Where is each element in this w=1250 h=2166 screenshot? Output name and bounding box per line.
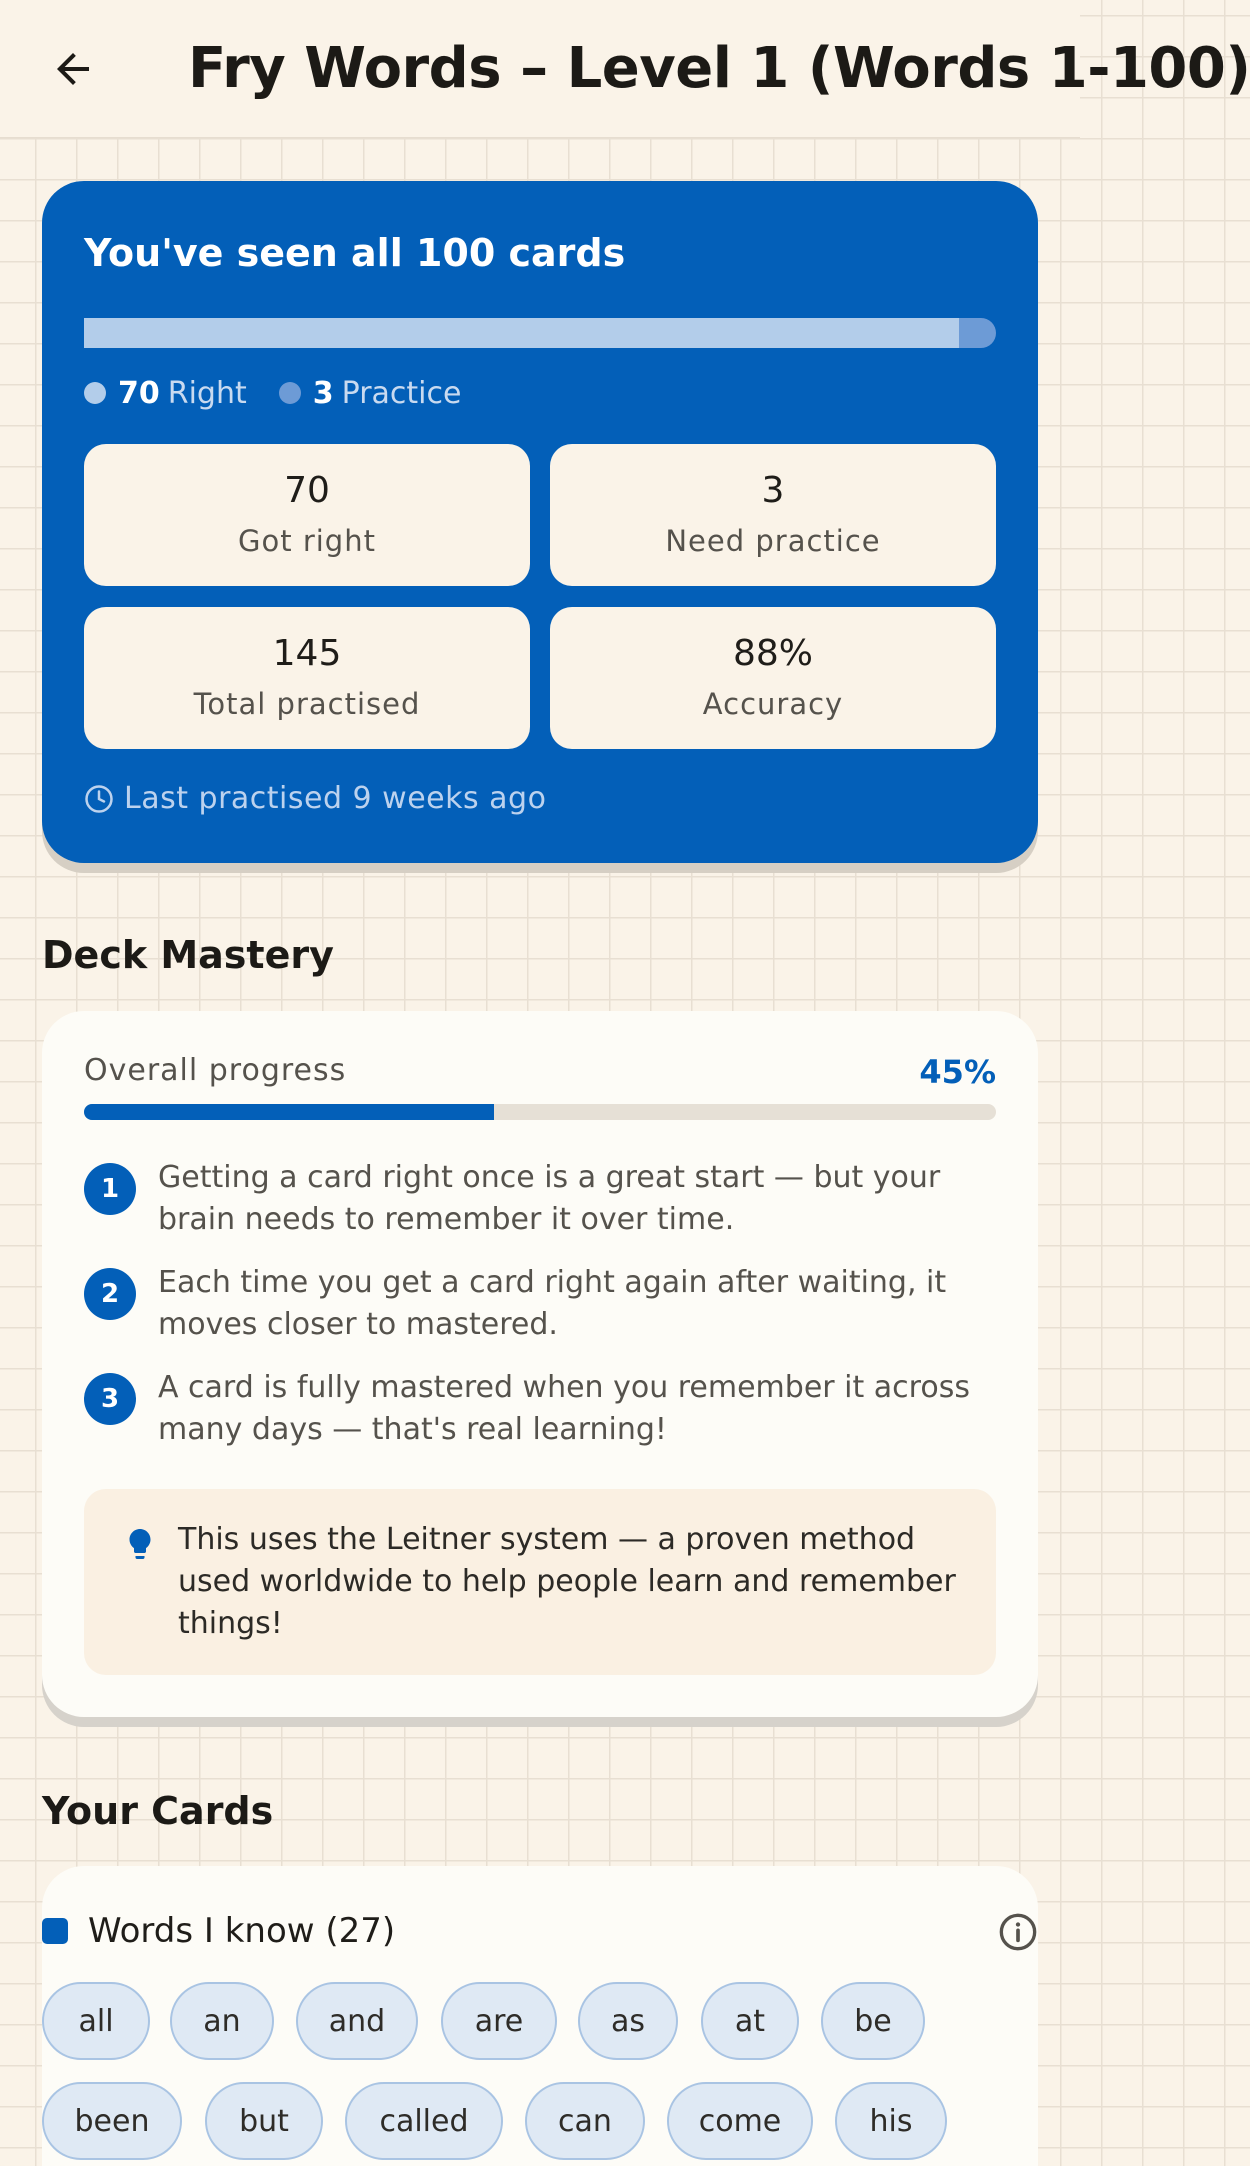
mastery-step <box>84 1157 996 1241</box>
stat-label: Got right <box>238 524 376 558</box>
word-chip[interactable]: but <box>205 2082 323 2160</box>
overall-progress-percent: 45% <box>919 1053 996 1091</box>
step-number-badge: 1 <box>84 1163 136 1215</box>
step-text: Each time you get a card right again after waiting, it moves closer to mastered. <box>158 1265 947 1342</box>
stat-tile-accuracy <box>550 607 996 749</box>
word-chip[interactable]: be <box>821 1982 925 2060</box>
stat-value: 70 <box>284 470 330 511</box>
word-chip[interactable]: all <box>42 1982 150 2060</box>
word-chip[interactable]: an <box>170 1982 274 2060</box>
mastery-step <box>84 1262 996 1346</box>
legend-right-count: 70 <box>118 375 160 411</box>
word-chip[interactable]: are <box>441 1982 557 2060</box>
stat-tile-need-practice <box>550 444 996 586</box>
step-text: Getting a card right once is a great start — but your brain needs to remember it over time. <box>158 1160 941 1237</box>
stat-value: 3 <box>761 470 785 511</box>
overall-progress-fill <box>84 1104 494 1120</box>
info-button[interactable] <box>998 1912 1038 1956</box>
word-chip[interactable]: at <box>701 1982 799 2060</box>
leitner-tip-box <box>84 1489 996 1675</box>
word-chip[interactable]: called <box>345 2082 503 2160</box>
last-practised <box>84 781 546 816</box>
word-chip[interactable]: his <box>835 2082 947 2160</box>
lightbulb-icon <box>122 1525 158 1563</box>
summary-title: You've seen all 100 cards <box>84 231 626 275</box>
word-chip[interactable]: as <box>578 1982 678 2060</box>
last-practised-text: Last practised 9 weeks ago <box>124 781 547 816</box>
legend-practice-count: 3 <box>312 375 334 411</box>
app-bar <box>0 0 1250 138</box>
cards-seen-progress-bar <box>84 318 996 348</box>
step-number-badge: 2 <box>84 1268 136 1320</box>
tip-text: This uses the Leitner system — a proven method used worldwide to help people learn and remember things! <box>178 1522 956 1641</box>
stat-tile-got-right <box>84 444 530 586</box>
stat-tile-total-practised <box>84 607 530 749</box>
page-title: Fry Words – Level 1 (Words 1-100) <box>188 36 1250 101</box>
your-cards-heading: Your Cards <box>42 1789 274 1833</box>
deck-mastery-heading: Deck Mastery <box>42 933 334 977</box>
word-chip[interactable]: can <box>525 2082 645 2160</box>
stat-label: Need practice <box>665 524 881 558</box>
legend-dot-practice <box>279 382 301 404</box>
info-icon <box>998 1912 1038 1952</box>
word-chip[interactable]: come <box>667 2082 813 2160</box>
stat-label: Accuracy <box>702 687 844 721</box>
mastery-step <box>84 1367 996 1451</box>
clock-icon <box>84 784 114 814</box>
overall-progress-label: Overall progress <box>84 1053 347 1088</box>
words-i-know-header <box>42 1906 1038 1956</box>
legend-practice-label: Practice <box>341 375 462 411</box>
legend-right-label: Right <box>167 375 247 411</box>
group-color-square <box>42 1918 68 1944</box>
progress-legend <box>84 373 493 413</box>
stat-value: 145 <box>272 633 342 674</box>
deck-mastery-card <box>42 1011 1038 1717</box>
legend-dot-right <box>84 382 106 404</box>
stat-value: 88% <box>732 633 813 674</box>
word-chip[interactable]: and <box>296 1982 418 2060</box>
step-text: A card is fully mastered when you remember it across many days — that's real learning! <box>158 1370 970 1447</box>
overall-progress-bar <box>84 1104 996 1120</box>
legend-practice <box>279 376 462 411</box>
arrow-left-icon <box>49 45 97 93</box>
progress-right-segment <box>84 318 959 348</box>
step-number-badge: 3 <box>84 1373 136 1425</box>
group-title: Words I know (27) <box>88 1911 396 1951</box>
session-summary-card <box>42 181 1038 863</box>
legend-right <box>84 376 247 411</box>
word-chip[interactable]: been <box>42 2082 182 2160</box>
stat-label: Total practised <box>193 687 421 721</box>
back-button[interactable] <box>38 34 108 104</box>
